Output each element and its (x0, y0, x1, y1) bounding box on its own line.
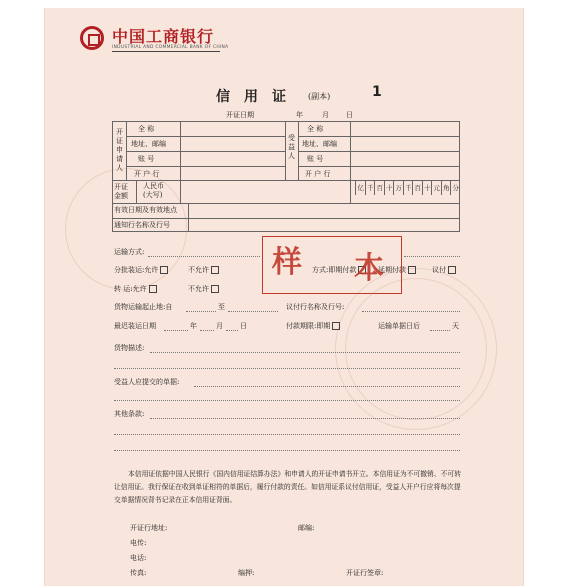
transship-allowed-label: 转 运:允许 (114, 285, 147, 293)
latest-ship-day: 日 (240, 322, 247, 330)
table-rule (350, 180, 351, 203)
currency-label: 人民币 (143, 182, 164, 190)
fill-line (226, 330, 238, 331)
fill-line (164, 330, 188, 331)
partial-shipment-label (114, 266, 168, 275)
transship-not-allowed-checkbox[interactable] (211, 285, 219, 293)
beneficiary-bank-label: 开 户 行 (305, 170, 331, 178)
amount-unit-cell: 百 (374, 181, 385, 195)
table-rule (126, 151, 285, 152)
document-title: 信用证 (216, 89, 300, 105)
transship-allowed-checkbox[interactable] (149, 285, 157, 293)
pay-deadline-label: 付款期限:即期 (286, 322, 331, 330)
fill-line (148, 256, 260, 257)
applicant-label: 开证申请人 (116, 128, 123, 172)
transship-not-allowed (188, 285, 219, 294)
expiry-label: 有效日期及有效地点 (114, 206, 177, 214)
amount-unit-cell: 分 (450, 181, 461, 195)
watermark-circle (345, 278, 487, 420)
payment-deferred-label: 延期付款 (378, 266, 406, 274)
table-rule (298, 136, 460, 137)
other-terms-label: 其他条款: (114, 410, 145, 418)
amount-unit-cell: 千 (403, 181, 414, 195)
route-to: 至 (218, 303, 225, 311)
signature-label: 开证行签章: (346, 569, 384, 577)
route-label: 货物运输起止地:自 (114, 303, 173, 311)
fill-line (430, 330, 450, 331)
postcode-label: 邮编: (298, 524, 315, 532)
amount-unit-cell: 元 (431, 181, 442, 195)
negotiating-bank-label: 议付行名称及行号: (286, 303, 345, 311)
fill-line (150, 418, 460, 419)
docs-after-label: 运输单据日后 (378, 322, 420, 330)
table-rule (188, 203, 189, 232)
issue-date-label: 开证日期 (226, 111, 254, 119)
table-rule (180, 180, 181, 203)
amount-unit-cell: 十 (422, 181, 433, 195)
serial-label: 编押: (238, 569, 255, 577)
copy-label: (副本) (308, 92, 331, 101)
fill-line (114, 434, 460, 435)
fill-line (114, 400, 460, 401)
fax-label: 传真: (130, 569, 147, 577)
payment-negotiation (432, 266, 456, 275)
legal-statement: 本信用证依据中国人民银行《国内信用证结算办法》和申请人的开证申请书开立。本信用证为不可撤销、不可转让信用证。我行保证在收到单证相符的单据后，履行付款的责任。如信用证系议付信用证，受益人开户行应将每次提交单据情况背书记录在正本信用证背面。 (114, 470, 462, 504)
phone-label: 电话: (130, 554, 147, 562)
applicant-name-label: 全 称 (138, 125, 155, 133)
fill-line (114, 450, 460, 451)
applicant-bank-label: 开 户 行 (134, 170, 160, 178)
currency-note: (大写) (143, 191, 163, 199)
stamp-char-1: 样 (272, 245, 302, 280)
payment-deferred-checkbox[interactable] (408, 266, 416, 274)
table-rule (136, 180, 137, 203)
transship-not-allowed-label: 不允许 (188, 285, 209, 293)
bank-logo-icon (80, 26, 104, 50)
days-label: 天 (452, 322, 459, 330)
bank-name: 中国工商银行 (112, 27, 215, 46)
fill-line (228, 311, 278, 312)
table-rule (112, 218, 460, 219)
table-rule (112, 203, 460, 204)
partial-allowed-checkbox[interactable] (160, 266, 168, 274)
table-rule (285, 121, 286, 180)
table-rule (126, 136, 285, 137)
beneficiary-label: 受益人 (288, 134, 295, 160)
fill-line (186, 311, 216, 312)
fill-line (150, 352, 460, 353)
latest-ship-year: 年 (190, 322, 197, 330)
beneficiary-address-label: 地址、邮编 (302, 140, 337, 148)
notify-bank-label: 通知行名称及行号 (114, 221, 170, 229)
partial-allowed-label: 分批装运:允许 (114, 266, 159, 274)
latest-ship-month: 月 (216, 322, 223, 330)
fill-line (200, 330, 214, 331)
bank-address-label: 开证行地址: (130, 524, 168, 532)
table-rule (126, 166, 285, 167)
table-rule (298, 166, 460, 167)
fill-line (404, 256, 460, 257)
amount-unit-cell: 亿 (355, 181, 366, 195)
fill-line (194, 386, 460, 387)
pay-sight-checkbox[interactable] (332, 322, 340, 330)
bank-name-en: INDUSTRIAL AND COMMERCIAL BANK OF CHINA (112, 45, 229, 50)
table-rule (298, 151, 460, 152)
lc-table (112, 121, 460, 232)
stamp-char-2: 本 (354, 251, 384, 286)
amount-unit-cell: 角 (441, 181, 452, 195)
issue-month: 月 (322, 111, 329, 119)
amount-unit-cell: 十 (384, 181, 395, 195)
amount-label: 开证金额 (114, 183, 128, 200)
amount-unit-cell: 百 (412, 181, 423, 195)
beneficiary-account-label: 账 号 (307, 155, 324, 163)
pay-deadline (286, 322, 340, 331)
payment-negotiation-checkbox[interactable] (448, 266, 456, 274)
fill-line (362, 311, 460, 312)
header-rule (112, 51, 220, 52)
amount-unit-cell: 万 (393, 181, 404, 195)
payment-negotiation-label: 议付 (432, 266, 446, 274)
issue-year: 年 (296, 111, 303, 119)
applicant-address-label: 地址、邮编 (131, 140, 166, 148)
payment-sight-label: 方式:即期付款 (312, 266, 357, 274)
applicant-account-label: 账 号 (138, 155, 155, 163)
document-number: 1 (372, 84, 382, 100)
transport-label: 运输方式: (114, 248, 145, 256)
partial-not-allowed-checkbox[interactable] (211, 266, 219, 274)
fill-line (114, 368, 460, 369)
partial-not-allowed-label: 不允许 (188, 266, 209, 274)
beneficiary-name-label: 全 称 (307, 125, 324, 133)
docs-required-label: 受益人应提交的单据: (114, 378, 180, 386)
latest-ship-label: 最迟装运日期 (114, 322, 156, 330)
telex-label: 电传: (130, 539, 147, 547)
amount-unit-cell: 千 (365, 181, 376, 195)
transship-label (114, 285, 157, 294)
issue-day: 日 (346, 111, 353, 119)
partial-not-allowed (188, 266, 219, 275)
goods-desc-label: 货物描述: (114, 344, 145, 352)
